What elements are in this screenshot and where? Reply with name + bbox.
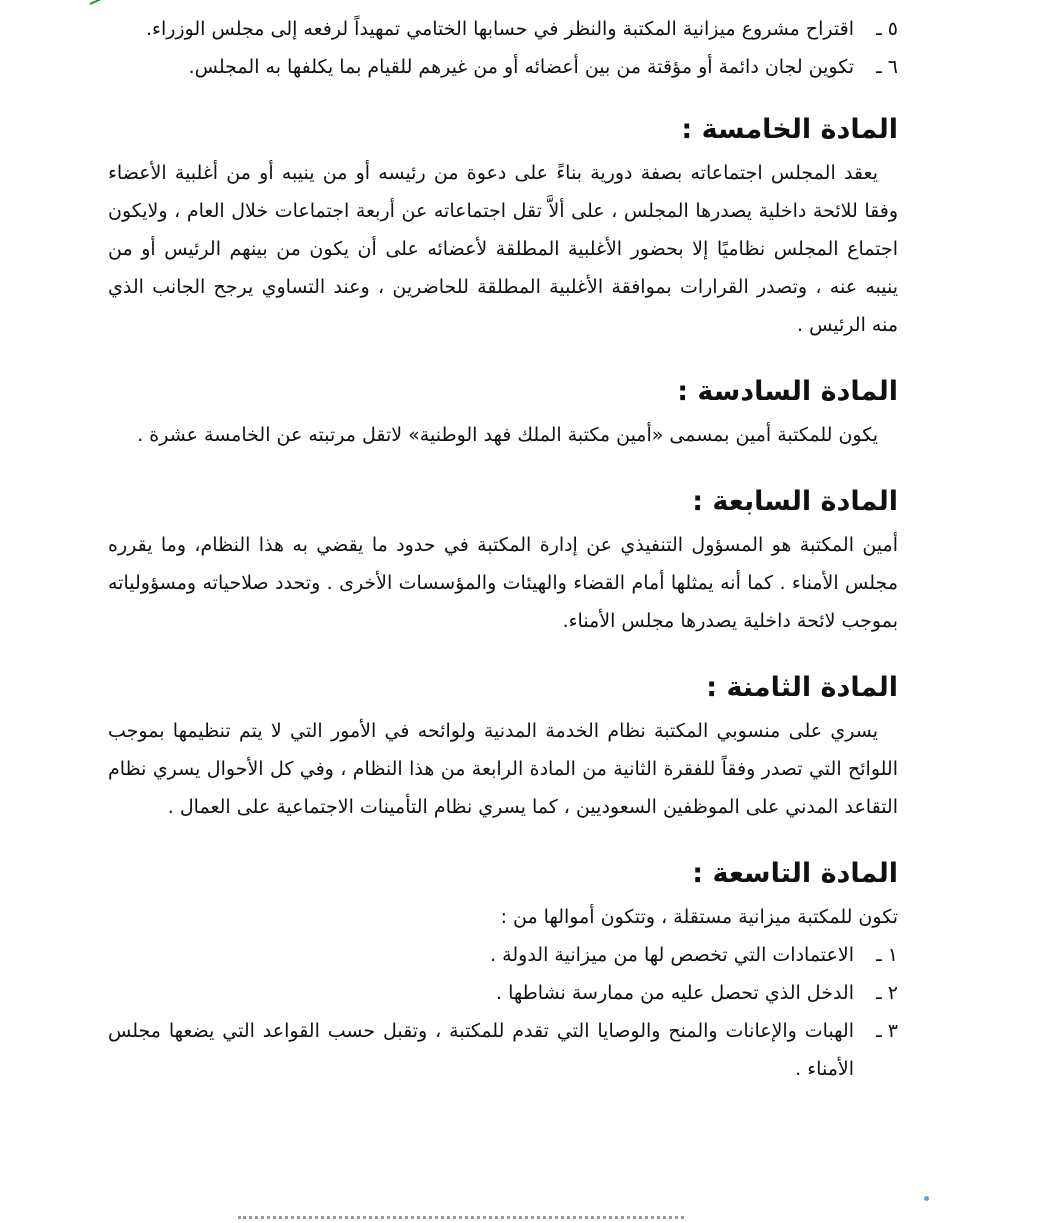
list-item — [108, 48, 898, 86]
list-item — [108, 974, 898, 1012]
item-text: الاعتمادات التي تخصص لها من ميزانية الدولة . — [490, 944, 854, 966]
article-7-heading: المادة السابعة : — [692, 486, 898, 517]
list-item — [108, 1012, 898, 1088]
footer-divider — [238, 1216, 684, 1219]
scan-mark — [924, 1196, 929, 1201]
item-text: الهبات والإعانات والمنح والوصايا التي تقدم للمكتبة ، وتقبل حسب القواعد التي يضعها مجلس الأمناء . — [108, 1020, 854, 1080]
item-text: تكوين لجان دائمة أو مؤقتة من بين أعضائه أو من غيرهم للقيام بما يكلفها به المجلس. — [188, 56, 854, 78]
item-number: ٥ ـ — [876, 10, 898, 48]
item-text: الدخل الذي تحصل عليه من ممارسة نشاطها . — [496, 982, 854, 1004]
article-6-heading: المادة السادسة : — [677, 376, 898, 407]
document-body — [108, 10, 898, 1088]
article-6-text: يكون للمكتبة أمين بمسمى «أمين مكتبة الملك فهد الوطنية» لاتقل مرتبته عن الخامسة عشرة . — [137, 424, 878, 446]
list-item — [108, 10, 898, 48]
item-number: ٢ ـ — [876, 974, 898, 1012]
item-number: ١ ـ — [876, 936, 898, 974]
article-9-intro: تكون للمكتبة ميزانية مستقلة ، وتتكون أموالها من : — [500, 906, 898, 928]
article-5-heading: المادة الخامسة : — [681, 114, 898, 145]
article-8-text: يسري على منسوبي المكتبة نظام الخدمة المدنية ولوائحه في الأمور التي لا يتم تنظيمها بموجب اللوائح التي تصدر وفقاً للفقرة الثانية من المادة الرابعة من هذا النظام ، وفي كل الأحوال يسري نظام التقاعد المدني على الموظفين السعوديين ، كما يسري نظام التأمينات الاجتماعية على العمال . — [108, 720, 898, 818]
item-text: اقتراح مشروع ميزانية المكتبة والنظر في حسابها الختامي تمهيداً لرفعه إلى مجلس الوزراء. — [145, 18, 854, 40]
article-9-heading: المادة التاسعة : — [692, 858, 898, 889]
article-8-heading: المادة الثامنة : — [706, 672, 898, 703]
article-5-text: يعقد المجلس اجتماعاته بصفة دورية بناءً على دعوة من رئيسه أو من ينيبه أو من أغلبية الأعضاء وفقا للائحة داخلية يصدرها المجلس ، على ألاَّ تقل اجتماعاته عن أربعة اجتماعات خلال العام ، ولايكون اجتماع المجلس نظاميًا إلا بحضور الأغلبية المطلقة لأعضائه على أن يكون من بينهم الرئيس أو من ينيبه عنه ، وتصدر القرارات بموافقة الأغلبية المطلقة للحاضرين ، وعند التساوي يرجح الجانب الذي منه الرئيس . — [108, 162, 898, 336]
item-number: ٦ ـ — [876, 48, 898, 86]
item-number: ٣ ـ — [876, 1012, 898, 1050]
list-item — [108, 936, 898, 974]
scan-mark — [89, 0, 104, 9]
article-7-text: أمين المكتبة هو المسؤول التنفيذي عن إدارة المكتبة في حدود ما يقضي به هذا النظام، وما يقرره مجلس الأمناء . كما أنه يمثلها أمام القضاء والهيئات والمؤسسات الأخرى . وتحدد صلاحياته ومسؤولياته بموجب لائحة داخلية يصدرها مجلس الأمناء. — [108, 534, 898, 632]
